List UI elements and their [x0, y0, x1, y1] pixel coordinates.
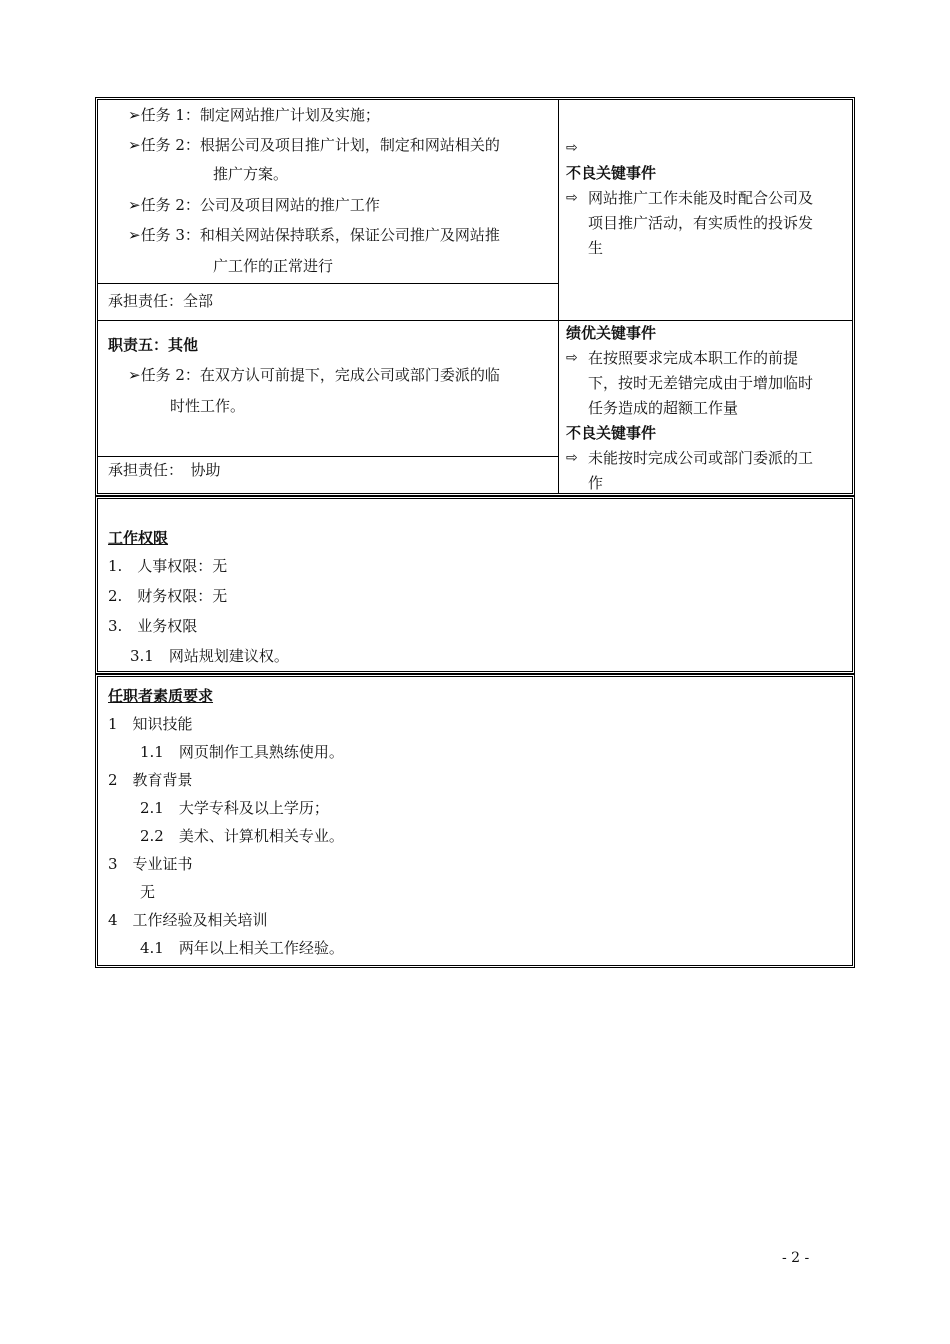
task-item: ➢任务 2：公司及项目网站的推广工作: [128, 196, 380, 214]
good-event-line: 任务造成的超额工作量: [588, 399, 739, 417]
bad-event-line: 作: [588, 474, 604, 492]
good-event-line: 在按照要求完成本职工作的前提: [588, 349, 799, 367]
responsibility-label: 承担责任：全部: [108, 292, 214, 310]
bad-event-line: 未能按时完成公司或部门委派的工: [588, 449, 814, 467]
arrow-bullet-icon: ➢: [128, 226, 141, 244]
good-events-title: 绩优关键事件: [566, 324, 657, 342]
qualification-subitem: 4.1 两年以上相关工作经验。: [140, 939, 344, 957]
page-number: - 2 -: [782, 1250, 810, 1266]
duty-five-title: 职责五：其他: [108, 336, 199, 354]
bad-event-line: 网站推广工作未能及时配合公司及: [588, 189, 814, 207]
arrow-bullet-icon: ➢: [128, 136, 141, 154]
arrow-bullet-icon: ➢: [128, 196, 141, 214]
bad-event-line: 项目推广活动，有实质性的投诉发: [588, 214, 814, 232]
qualification-subitem: 1.1 网页制作工具熟练使用。: [140, 743, 344, 761]
qualification-item: 1 知识技能: [108, 715, 193, 733]
authority-item: 2. 财务权限：无: [108, 587, 228, 605]
hollow-arrow-icon: ⇨: [566, 350, 578, 366]
good-event-line: 下，按时无差错完成由于增加临时: [588, 374, 814, 392]
authority-item: 1. 人事权限：无: [108, 557, 228, 575]
bad-event-line: 生: [588, 239, 604, 257]
row-divider: [98, 283, 558, 284]
task-item: ➢任务 2：在双方认可前提下，完成公司或部门委派的临: [128, 366, 500, 384]
arrow-bullet-icon: ➢: [128, 106, 141, 124]
task-continuation: 广工作的正常进行: [213, 257, 334, 275]
arrow-bullet-icon: ➢: [128, 366, 141, 384]
qualification-subitem: 无: [140, 883, 156, 901]
qualifications-section: [95, 674, 855, 968]
qualification-item: 2 教育背景: [108, 771, 193, 789]
task-item: ➢任务 3：和相关网站保持联系，保证公司推广及网站推: [128, 226, 500, 244]
qualification-item: 3 专业证书: [108, 855, 193, 873]
duties-table: [95, 97, 855, 496]
authority-subitem: 3.1 网站规划建议权。: [130, 647, 289, 665]
hollow-arrow-icon: ⇨: [566, 140, 578, 156]
responsibility-label: 承担责任： 协助: [108, 461, 221, 479]
authority-item: 3. 业务权限: [108, 617, 198, 635]
bad-events-title: 不良关键事件: [566, 164, 657, 182]
authority-title: 工作权限: [108, 529, 169, 547]
hollow-arrow-icon: ⇨: [566, 190, 578, 206]
bad-events-title: 不良关键事件: [566, 424, 657, 442]
column-divider: [558, 100, 559, 493]
task-item: ➢任务 2：根据公司及项目推广计划，制定和网站相关的: [128, 136, 500, 154]
qualification-item: 4 工作经验及相关培训: [108, 911, 268, 929]
authority-section: [95, 496, 855, 674]
row-divider: [98, 320, 853, 321]
qualifications-title: 任职者素质要求: [108, 687, 214, 705]
task-continuation: 时性工作。: [170, 397, 246, 415]
hollow-arrow-icon: ⇨: [566, 450, 578, 466]
row-divider: [98, 456, 558, 457]
task-continuation: 推广方案。: [213, 165, 289, 183]
qualification-subitem: 2.1 大学专科及以上学历；: [140, 799, 329, 817]
task-item: ➢任务 1：制定网站推广计划及实施；: [128, 106, 380, 124]
qualification-subitem: 2.2 美术、计算机相关专业。: [140, 827, 344, 845]
